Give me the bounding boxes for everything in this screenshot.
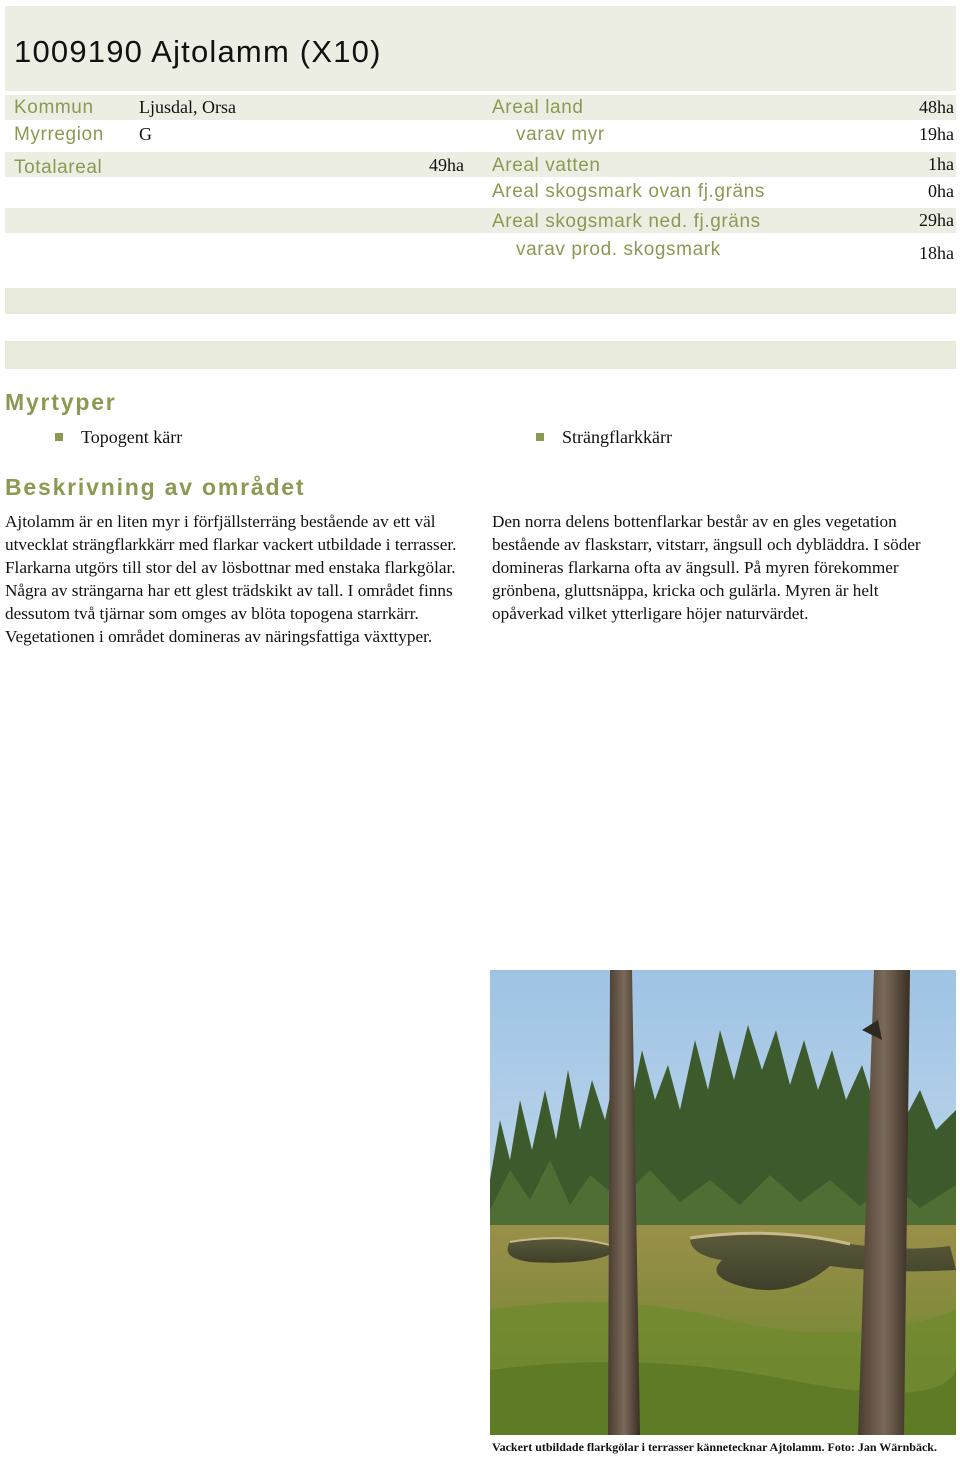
prod-skog-label: varav prod. skogsmark <box>516 239 721 260</box>
areal-vatten-label: Areal vatten <box>492 155 601 176</box>
myrtyper-heading: Myrtyper <box>5 389 117 415</box>
empty-bar-1 <box>5 288 956 314</box>
facts-row-3 <box>5 152 956 177</box>
skog-ned-value: 29ha <box>919 210 954 230</box>
totalareal-value: 49ha <box>429 155 464 175</box>
varav-myr-label: varav myr <box>516 124 605 145</box>
facts-row-6 <box>5 238 956 263</box>
facts-row-4 <box>5 179 956 204</box>
areal-land-label: Areal land <box>492 97 584 118</box>
description-left: Ajtolamm är en liten myr i förfjällsterräng bestående av ett väl utvecklat strängflarkkärr med flarkar vackert utbildade i terrasser. Flarkarna utgörs till stor del av lösbottnar med enstaka flarkgölar. Några av strängarna har ett glest trädskikt av tall. I området finns dessutom två tjärnar som omges av blöta topogena starrkärr. Vegetationen i området domineras av näringsfattiga växttyper. <box>5 512 457 646</box>
empty-bar-2 <box>5 341 956 369</box>
kommun-value: Ljusdal, Orsa <box>139 97 236 117</box>
prod-skog-value: 18ha <box>919 243 954 263</box>
bullet-square-icon <box>536 433 544 441</box>
photo-caption: Vackert utbildade flarkgölar i terrasser kännetecknar Ajtolamm. Foto: Jan Wärnbäck. <box>492 1440 937 1454</box>
skog-ned-label: Areal skogsmark ned. fj.gräns <box>492 211 761 232</box>
bullet-square-icon <box>55 433 63 441</box>
description-right: Den norra delens bottenflarkar består av en gles vegetation bestående av flaskstarr, vitstarr, ängsull och dybläddra. I söder domineras flarkarna ofta av ängsull. På myren förekommer grönbena, gluttsnäppa, kricka och gulärla. Myren är helt opåverkad vilket ytterligare höjer naturvärdet. <box>492 512 921 623</box>
skog-ovan-label: Areal skogsmark ovan fj.gräns <box>492 181 765 202</box>
myrtyp-item: Topogent kärr <box>55 427 182 448</box>
kommun-label: Kommun <box>14 97 94 118</box>
varav-myr-value: 19ha <box>919 124 954 144</box>
myrregion-value: G <box>139 124 152 144</box>
page-title: 1009190 Ajtolamm (X10) <box>14 34 382 69</box>
myrtyp-item: Strängflarkkärr <box>536 427 672 448</box>
areal-land-value: 48ha <box>919 97 954 117</box>
skog-ovan-value: 0ha <box>928 181 954 201</box>
areal-vatten-value: 1ha <box>928 154 954 174</box>
landscape-photo <box>490 970 956 1435</box>
facts-row-5 <box>5 208 956 233</box>
myrregion-label: Myrregion <box>14 124 104 145</box>
beskrivning-heading: Beskrivning av området <box>5 474 306 500</box>
totalareal-label: Totalareal <box>14 157 103 178</box>
